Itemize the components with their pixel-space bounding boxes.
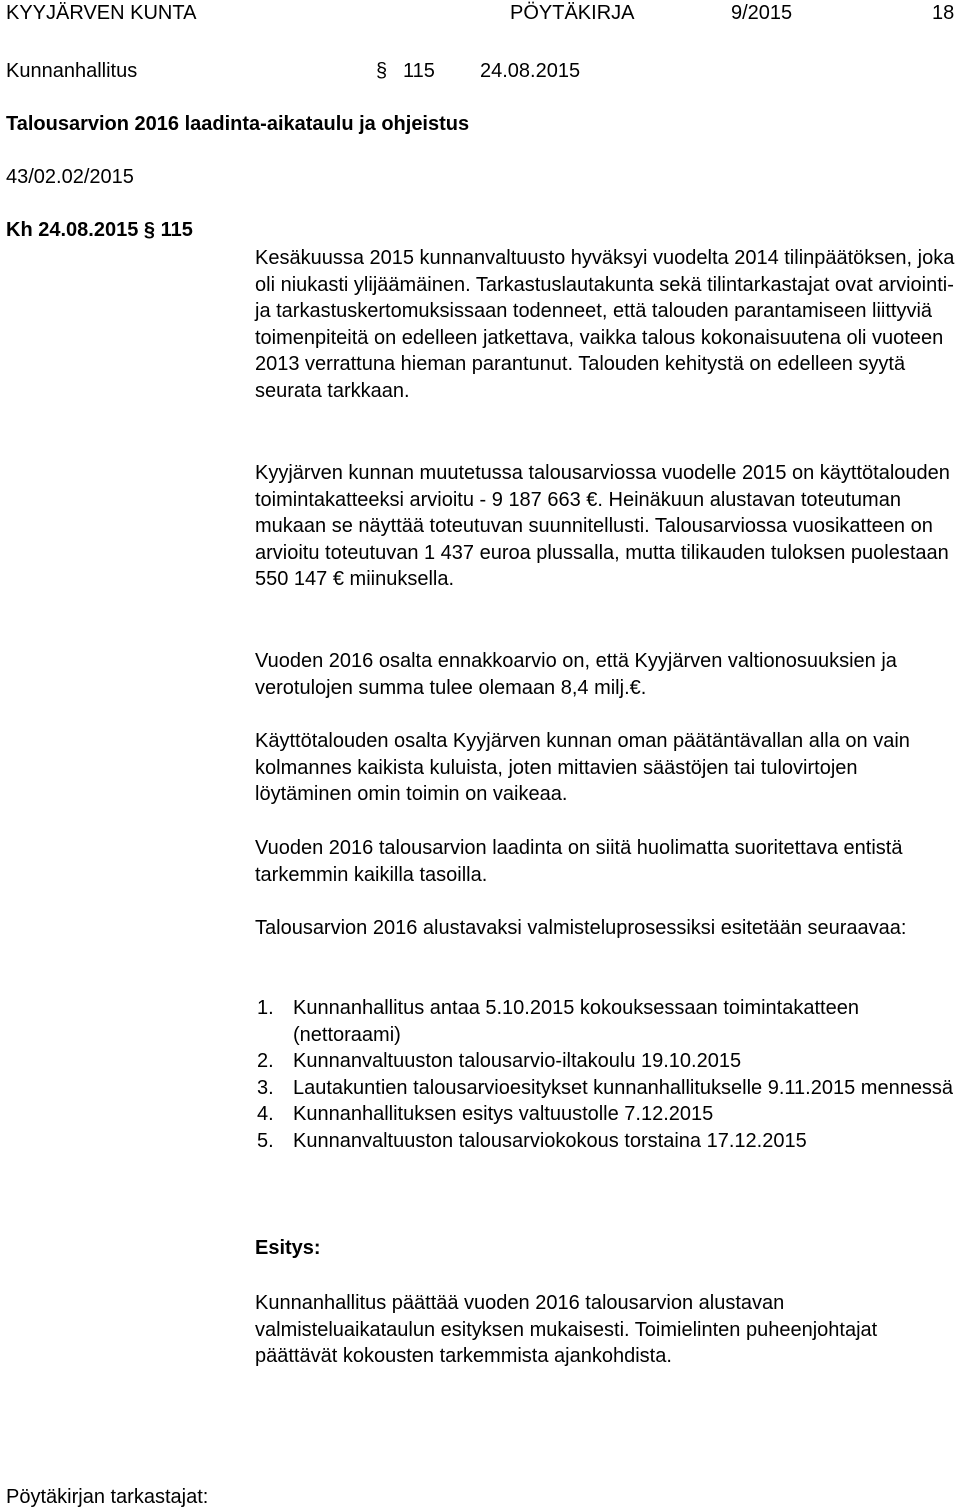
list-item-text: Kunnanhallituksen esitys valtuustolle 7.12.2015	[293, 1103, 714, 1125]
paragraph-1: Kesäkuussa 2015 kunnanvaltuusto hyväksyi vuodelta 2014 tilinpäätöksen, joka oli niukasti ylijäämäinen. Tarkastuslautakunta sekä tilintarkastajat ovat arviointi- ja tarkastuskertomuksissaan todenneet, että talouden parantamiseen liittyviä toimenpiteitä on edelleen jatkettava, vaikka talous kokonaisuutena oli vuoteen 2013 verrattuna hieman parantunut. Talouden kehitystä on edelleen syytä seurata tarkkaan.	[255, 247, 955, 402]
section-sign: §	[376, 60, 388, 82]
list-item	[255, 1128, 955, 1155]
list-item	[255, 1048, 955, 1075]
proposal-heading: Esitys:	[255, 1237, 321, 1259]
document-type: PÖYTÄKIRJA	[510, 2, 635, 24]
reviewers-label: Pöytäkirjan tarkastajat:	[6, 1486, 209, 1508]
item-section-sign: §	[143, 219, 156, 241]
section-number: 115	[403, 60, 435, 82]
meeting-body: Kunnanhallitus	[6, 60, 138, 82]
list-item-number: 2.	[257, 1050, 274, 1072]
paragraph-6: Talousarvion 2016 alustavaksi valmisteluprosessiksi esitetään seuraavaa:	[255, 917, 907, 939]
page-title: Talousarvion 2016 laadinta-aikataulu ja ohjeistus	[6, 113, 470, 135]
list-item-text: Lautakuntien talousarvioesitykset kunnanhallitukselle 9.11.2015 mennessä	[293, 1076, 954, 1099]
reference-number: 43/02.02/2015	[6, 166, 134, 188]
meeting-date: 24.08.2015	[480, 60, 581, 82]
list-item-text: Kunnanvaltuuston talousarvio-iltakoulu 19.10.2015	[293, 1050, 742, 1072]
list-item-number: 5.	[257, 1129, 274, 1152]
paragraph-3: Vuoden 2016 osalta ennakkoarvio on, että Kyyjärven valtionosuuksien ja verotulojen summa tulee olemaan 8,4 milj.€.	[255, 650, 897, 699]
paragraph-5: Vuoden 2016 talousarvion laadinta on siitä huolimatta suoritettava entistä tarkemmin kaikilla tasoilla.	[255, 837, 903, 886]
list-item-text: Kunnanvaltuuston talousarviokokous torstaina 17.12.2015	[293, 1129, 807, 1152]
schedule-list	[255, 995, 955, 1154]
list-item-number: 3.	[257, 1076, 274, 1099]
proposal-text: Kunnanhallitus päättää vuoden 2016 talousarvion alustavan valmisteluaikataulun esityksen mukaisesti. Toimielinten puheenjohtajat päättävät kokousten tarkemmista ajankohdista.	[255, 1292, 878, 1367]
list-item-number: 1.	[257, 997, 274, 1019]
list-item	[255, 995, 955, 1048]
item-label	[6, 219, 193, 242]
item-section-number: 115	[160, 219, 193, 241]
list-item-number: 4.	[257, 1103, 274, 1125]
list-item-text: Kunnanhallitus antaa 5.10.2015 kokouksessaan toimintakatteen (nettoraami)	[293, 997, 859, 1046]
paragraph-2: Kyyjärven kunnan muutetussa talousarviossa vuodelle 2015 on käyttötalouden toimintakatteeksi arvioitu - 9 187 663 €. Heinäkuun alustavan toteutuman mukaan se näyttää toteutuvan suunnitellusti. Talousarviossa vuosikatteen on arvioitu toteutuvan 1 437 euroa plussalla, mutta tilikauden tuloksen puolestaan 550 147 € miinuksella.	[255, 462, 950, 590]
list-item	[255, 1075, 955, 1102]
item-date: Kh 24.08.2015	[6, 219, 139, 241]
org-name: KYYJÄRVEN KUNTA	[6, 2, 197, 24]
paragraph-4: Käyttötalouden osalta Kyyjärven kunnan oman päätäntävallan alla on vain kolmannes kaikista kuluista, joten mittavien säästöjen tai tulovirtojen löytäminen omin toimin on vaikeaa.	[255, 730, 910, 805]
page-number: 18	[932, 2, 955, 24]
document-number: 9/2015	[731, 2, 793, 24]
list-item	[255, 1101, 955, 1128]
